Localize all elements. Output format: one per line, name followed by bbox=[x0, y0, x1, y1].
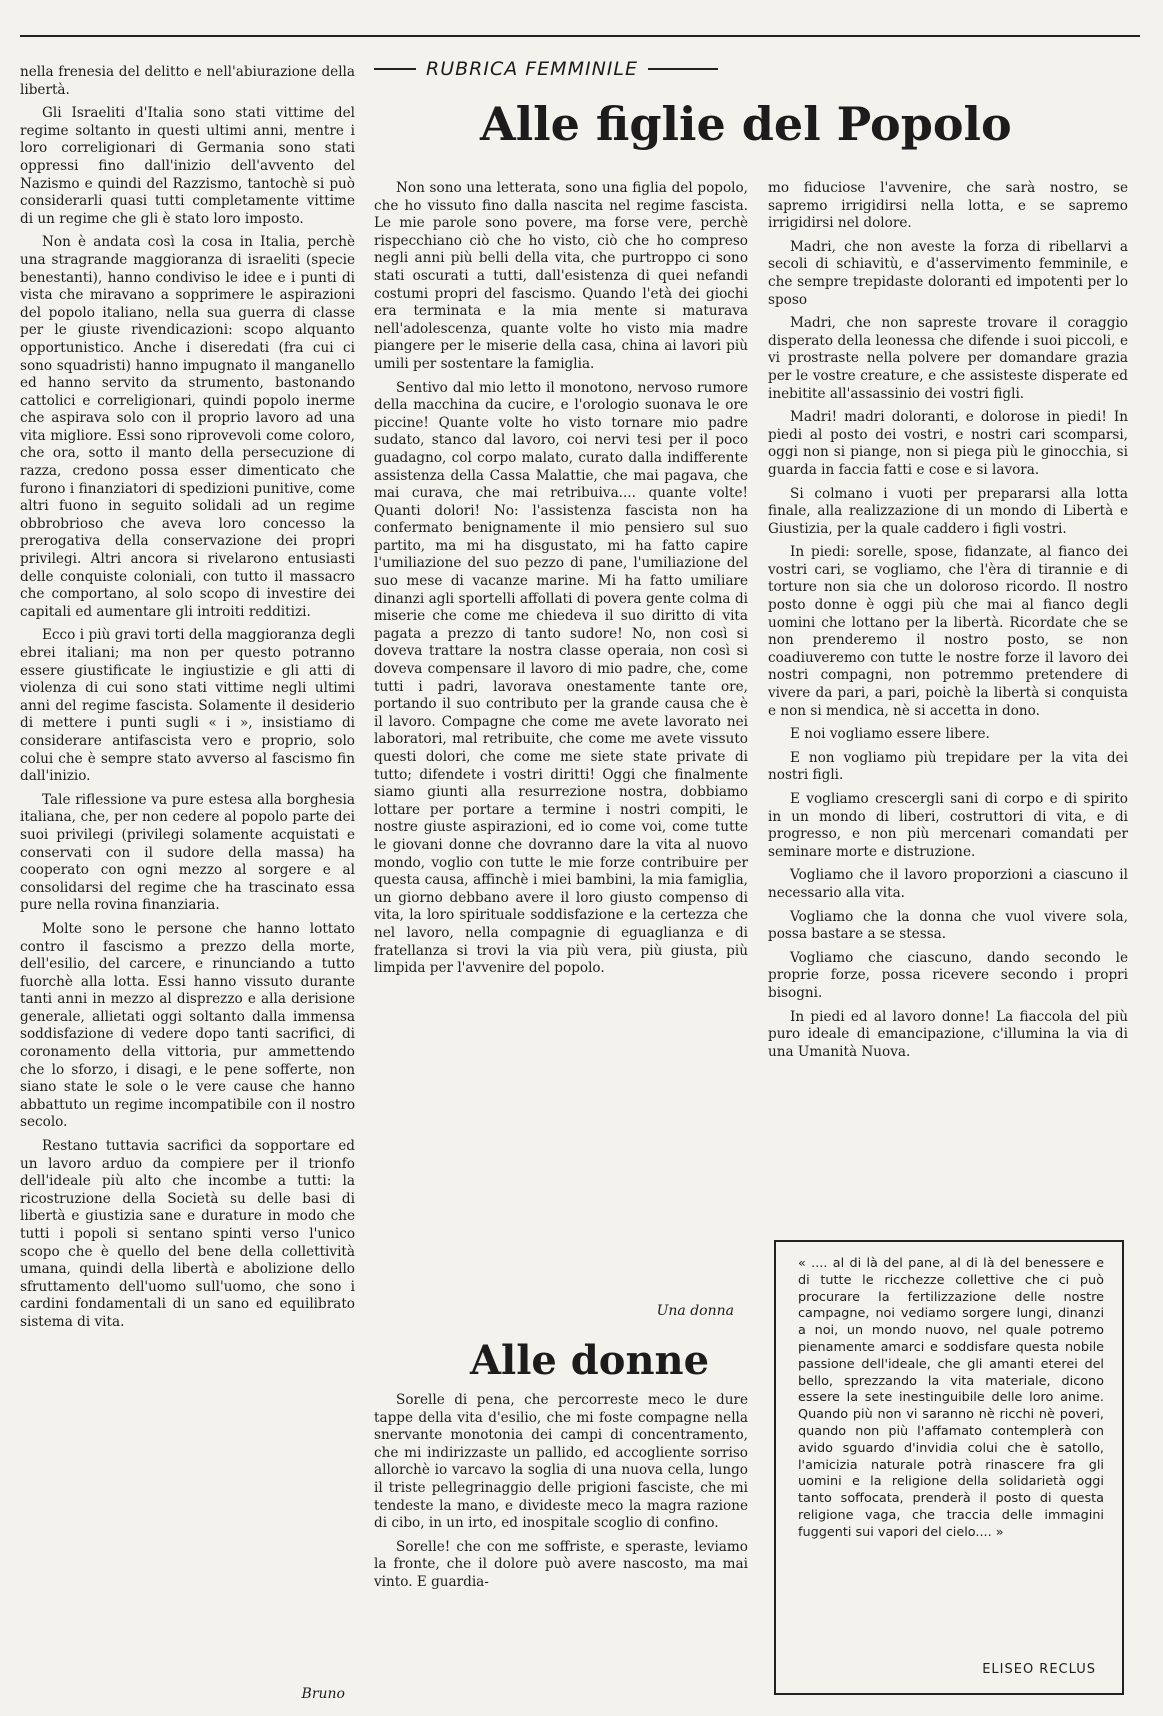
quote-author: ELISEO RECLUS bbox=[982, 1662, 1096, 1678]
paragraph: Madri! madri doloranti, e dolorose in piedi! In piedi al posto dei vostri, e nostri cari scomparsi, oggi non si piange, non si piega più le ginocchia, si guarda in faccia fatti e cose e si lavora. bbox=[768, 409, 1128, 478]
paragraph: Sorelle! che con me soffriste, e speraste, leviamo la fronte, che il dolore può avere nascosto, ma mai vinto. E guardia- bbox=[374, 1538, 748, 1590]
paragraph: Madri, che non sapreste trovare il coraggio disperato della leonessa che difende i suoi piccoli, e vi prostraste nella polvere per domandare grazia per le vostre creature, e che assisteste disperate ed inebitite all'assassinio dei vostri figli. bbox=[768, 315, 1128, 402]
paragraph: nella frenesia del delitto e nell'abiurazione della libertà. bbox=[20, 64, 355, 98]
paragraph: Tale riflessione va pure estesa alla borghesia italiana, che, per non cedere al popolo parte dei suoi privilegi (privilegi solamente acquistati e conservati con il sudore della massa) ha cooperato con ogni mezzo al sorgere e al consolidarsi del regime che ha trascinato essa pure nella rovina finanziaria. bbox=[20, 791, 355, 914]
middle-column bbox=[374, 180, 748, 984]
paragraph: Non è andata così la cosa in Italia, perchè una stragrande maggioranza di israeliti (specie benestanti), hanno condiviso le idee e i punti di vista che miravano a sopprimere le aspirazioni del popolo italiano, nella sua guerra di classe per le giuste rivendicazioni: scopo alquanto opportunistico. Anche i diseredati (fra cui ci sono squadristi) hanno impugnato il manganello ed hanno servito da strumento, bastonando cattolici e correligionari, quindi popolo inerme che aspirava solo con il proprio lavoro ad una vita migliore. Essi sono riprovevoli come coloro, che ora, sotto il manto della persecuzione di razza, credono possa esser dimenticato che furono i finanziatori di spedizioni punitive, come altri fuono in seguito solidali ad un regime obbrobrioso che aveva loro concesso la prerogativa della conservazione dei propri privilegi. Altri ancora si rivelarono entusiasti delle conquiste coloniali, con tutto il massacro che comportano, al solo scopo di investire dei capitali ed aumentare gli introiti redditizi. bbox=[20, 234, 355, 620]
paragraph: Sentivo dal mio letto il monotono, nervoso rumore della macchina da cucire, e l'orologio suonava le ore piccine! Quante volte ho visto tornare mio padre sudato, stanco dal lavoro, coi nervi tesi per il poco guadagno, col corpo malato, curato dalla indifferente assistenza della Cassa Malattie, che mai pagava, che mai curava, che mai retribuiva.... quante volte! Quanti dolori! No: l'assistenza fascista non ha confermato benignamente il mio pensiero sul suo partito, ma mi ha disgustato, mi ha fatto capire l'umiliazione del suo pezzo di pane, l'umiliazione del suo mese di vacanze marine. Mi ha fatto umiliare dinanzi agli sportelli affollati di povera gente colma di miserie che come me chiedeva il suo diritto di vita pagata a prezzo di tanto sudore! No, non così si doveva trattare la nostra classe operaia, non così si doveva compensare il lavoro di mio padre, che, come tutti i padri, lavorava onestamente tante ore, portando il suo contributo per la grande causa che è il lavoro. Compagne che come me avete lavorato nei laboratori, mal retribuite, che come me avete vissuto questi dolori, che come me siete state private di tutto; difendete i vostri diritti! Oggi che finalmente siamo giunti alla resurrezione nostra, dobbiamo lottare per portare a termine i nostri compiti, le nostre giuste aspirazioni, ed io come voi, come tutte le giovani donne che dovranno dare la vita al nuovo mondo, voglio con tutte le mie forze contribuire per questa causa, affinchè i miei bambini, la mia famiglia, un giorno debbano avere il loro giusto compenso di vita, la loro spirituale soddisfazione e la certezza che nel lavoro, nella compagnie di eguaglianza e di fratellanza si trovi la via più vera, più giusta, più limpida per l'avvenire del popolo. bbox=[374, 379, 748, 977]
right-column bbox=[768, 180, 1128, 1067]
paragraph: mo fiduciose l'avvenire, che sarà nostro, se sapremo irrigidirsi nella lotta, e se sapremo irrigidirsi nel dolore. bbox=[768, 180, 1128, 232]
paragraph: Madri, che non aveste la forza di ribellarvi a secoli di schiavitù, e d'asservimento femminile, e che sempre trepidaste doloranti ed impotenti per lo sposo bbox=[768, 238, 1128, 308]
header-dash-right bbox=[648, 68, 718, 70]
paragraph: Vogliamo che la donna che vuol vivere sola, possa bastare a se stessa. bbox=[768, 908, 1128, 943]
quote-box bbox=[774, 1240, 1124, 1695]
paragraph: Vogliamo che il lavoro proporzioni a ciascuno il necessario alla vita. bbox=[768, 867, 1128, 901]
second-article-title: Alle donne bbox=[470, 1337, 710, 1384]
paragraph: In piedi ed al lavoro donne! La fiaccola del più puro ideale di emancipazione, c'illumina la via di una Umanità Nuova. bbox=[768, 1008, 1128, 1060]
paragraph: E noi vogliamo essere libere. bbox=[790, 726, 990, 743]
article-title: Alle figlie del Popolo bbox=[480, 97, 1012, 151]
paragraph: Si colmano i vuoti per prepararsi alla lotta finale, alla realizzazione di un mondo di Libertà e Giustizia, per la quale caddero i figli vostri. bbox=[768, 485, 1128, 537]
signature-una-donna: Una donna bbox=[656, 1303, 734, 1319]
paragraph: Vogliamo che ciascuno, dando secondo le proprie forze, possa ricevere secondo i propri bisogni. bbox=[768, 949, 1128, 1001]
paragraph: Ecco i più gravi torti della maggioranza degli ebrei italiani; ma non per questo potranno essere giustificate le ingiustizie e gli atti di violenza di cui sono stati vittime negli ultimi anni del regime fascista. Solamente il desiderio di mettere i punti sugli « i », insistiamo di considerare antifascista vero e proprio, solo colui che è sempre stato avverso al fascismo fin dall'inizio. bbox=[20, 627, 355, 785]
section-label: RUBRICA FEMMINILE bbox=[426, 58, 638, 80]
section-header bbox=[374, 58, 760, 80]
paragraph: Restano tuttavia sacrifici da sopportare ed un lavoro arduo da compiere per il trionfo dell'ideale più alto che incombe a tutti: la ricostruzione della Società su delle basi di libertà e giustizia sane e durature in modo che tutti i popoli si sentano spinti verso l'unico scopo che è quello del bene della collettività umana, quindi della libertà e abolizione dello sfruttamento dell'uomo sull'uomo, che sono i cardini fondamentali di un sano ed equilibrato sistema di vita. bbox=[20, 1138, 355, 1330]
paragraph: Sorelle di pena, che percorreste meco le dure tappe della vita d'esilio, che mi foste compagne nella snervante monotonia dei campi di concentramento, che mi indirizzaste un pallido, ed accogliente sorriso allorchè io varcavo la soglia di una nuova cella, lungo il triste pellegrinaggio delle prigioni fasciste, che mi tendeste la mano, e divideste meco la magra razione di cibo, in un irto, ed inospitale scoglio di confino. bbox=[374, 1392, 748, 1532]
paragraph: Gli Israeliti d'Italia sono stati vittime del regime soltanto in questi ultimi anni, mentre i loro correligionari di Germania sono stati oppressi fino dall'inizio dell'avvento del Nazismo e quindi del Razzismo, tantochè si può considerarli quasi tutti completamente vittime di un regime che gli è stato loro imposto. bbox=[20, 105, 355, 227]
top-rule bbox=[20, 35, 1140, 37]
quote-text: « .... al di là del pane, al di là del benessere e di tutte le ricchezze collettive che ci può procurare la fertilizzazione delle nostre campagne, noi vediamo sorgere lungi, dinanzi a noi, un mondo nuovo, nel quale potremo pienamente amarci e soddisfare questa nobile passione dell'ideale, che gli amanti eterei del bello, sprezzando la vita materiale, dicono essere la sete inestinguibile delle loro anime. Quando più non vi saranno nè ricchi nè poveri, quando non più l'affamato contemplerà con avido sguardo d'invidia colui che è satollo, l'amicizia naturale potrà rinascere fra gli uomini e la religione della solidarietà oggi tanto soffocata, prenderà il posto di questa religione vaga, che traccia delle immagini fuggenti sui vapori del cielo.... » bbox=[798, 1256, 1104, 1540]
paragraph: In piedi: sorelle, spose, fidanzate, al fianco dei vostri cari, se vogliamo, che l'èra di tirannie e di torture non sia che un doloroso ricordo. Il nostro posto donne è oggi più che mai al fianco degli uomini che lottano per la libertà. Ricordate che se non prenderemo il nostro posto, se non coadiuveremo con tutte le nostre forze il lavoro dei nostri compagni, non potremmo pretendere di vivere da pari, a pari, poichè la libertà si conquista e non si mendica, nè si accetta in dono. bbox=[768, 544, 1128, 719]
signature-bruno: Bruno bbox=[301, 1686, 345, 1702]
left-column bbox=[20, 64, 355, 1338]
second-article-column bbox=[374, 1392, 748, 1598]
paragraph: E non vogliamo più trepidare per la vita dei nostri figli. bbox=[768, 749, 1128, 784]
paragraph: E vogliamo crescergli sani di corpo e di spirito in un mondo di liberi, costruttori di vita, e di progresso, e non più mercenari comandati per seminare morte e distruzione. bbox=[768, 791, 1128, 860]
paragraph: Non sono una letterata, sono una figlia del popolo, che ho vissuto fino dalla nascita nel regime fascista. Le mie parole sono povere, ma forse vere, perchè rispecchiano ciò che ho visto, ciò che ho compreso negli anni più belli della vita, che purtroppo ci sono stati oscurati a tutti, dall'esistenza di quei nefandi costumi propri del fascismo. Quando l'età dei giochi era terminata e la mia mente si maturava nell'adolescenza, quante volte ho visto mia madre piangere per le miserie della casa, china ai lavori più umili per sostentare la famiglia. bbox=[374, 180, 748, 372]
paragraph: Molte sono le persone che hanno lottato contro il fascismo a prezzo della morte, dell'esilio, del carcere, e rinunciando a tutto fuorchè alla lotta. Essi hanno vissuto durante tanti anni in mezzo al disprezzo e alla derisione generale, allietati oggi soltanto dalla immensa soddisfazione di vedere dopo tanti sacrifici, di coronamento della vittoria, pur ammettendo che lo sforzo, i disagi, e le pene sofferte, non siano state le sole o le vere cause che hanno abbattuto un regime incompatibile con il nostro secolo. bbox=[20, 920, 355, 1131]
header-dash-left bbox=[374, 68, 416, 70]
